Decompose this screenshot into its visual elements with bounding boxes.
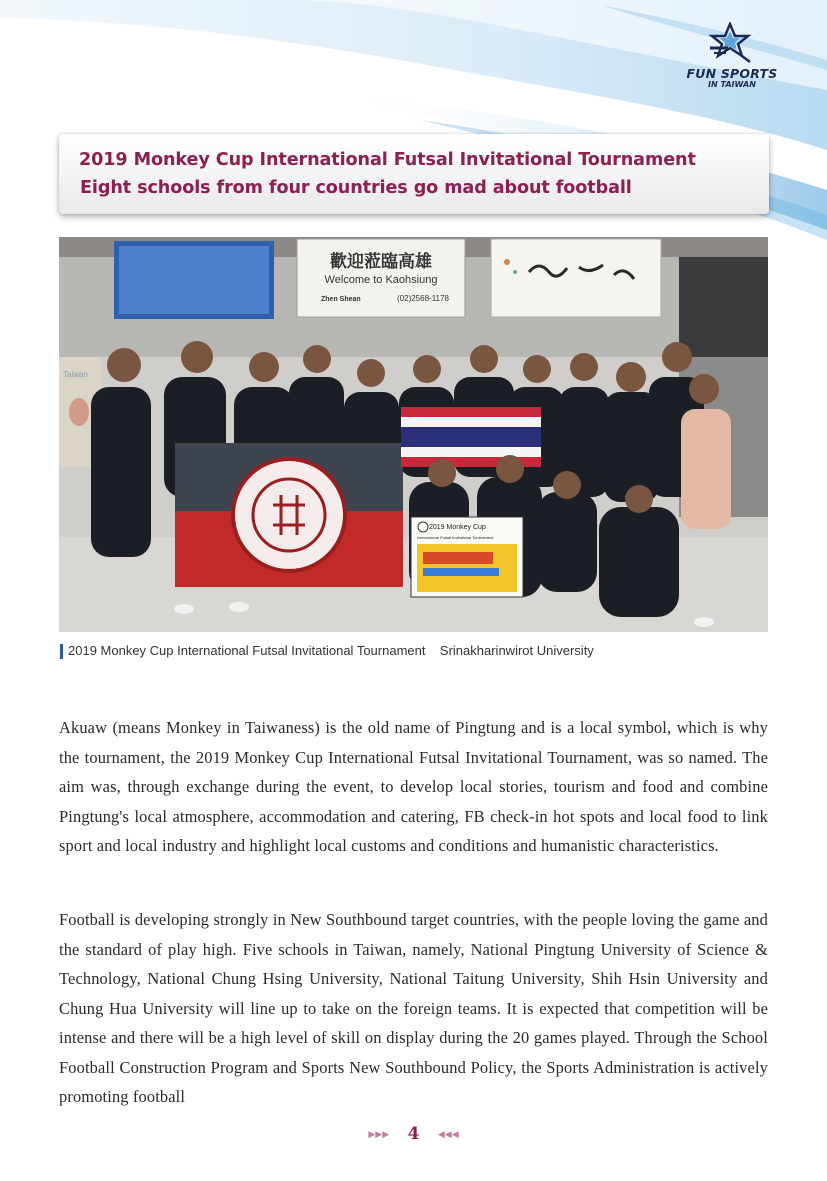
body-paragraph-1: Akuaw (means Monkey in Taiwaness) is the old name of Pingtung and is a local symbol, which is why the tournament, the 2019 Monkey Cup International Futsal Invitational Tournament, was so named. The aim was, through exchange during the event, to develop local stories, tourism and food and combine Pingtung's local atmosphere, accommodation and catering, FB check-in hot spots and local food to link sport and local industry and highlight local customs and conditions and humanistic characteristics.	[59, 718, 768, 855]
article-title-line1: 2019 Monkey Cup International Futsal Invitational Tournament	[79, 150, 696, 170]
page-number: 4	[407, 1124, 420, 1144]
caption-marker	[60, 644, 63, 659]
right-arrows-icon: ▶▶▶	[368, 1128, 390, 1139]
article-title-box	[59, 134, 769, 214]
logo-title: FUN SPORTS	[686, 66, 778, 81]
placard-subtitle: International Futsal Invitational Tournament	[417, 535, 494, 540]
photo-caption: 2019 Monkey Cup International Futsal Invitational Tournament Srinakharinwirot University	[68, 643, 594, 658]
sign-english: Welcome to Kaohsiung	[324, 274, 438, 286]
logo-subtitle: IN TAIWAN	[708, 80, 756, 89]
body-paragraph-2: Football is developing strongly in New Southbound target countries, with the people loving the game and the standard of play high. Five schools in Taiwan, namely, National Pingtung University of Science & Technology, National Chung Hsing University, National Taitung University, Shih Hsin University and Chung Hua University will line up to take on the foreign teams. It is expected that competition will be intense and there will be a high level of skill on display during the 20 games played. Through the School Football Construction Program and Sports New Southbound Policy, the Sports Administration is actively promoting football	[59, 910, 768, 1106]
fun-sports-logo	[684, 22, 780, 94]
sign-phone: (02)2568-1178	[397, 294, 449, 303]
star-runner-icon	[684, 22, 780, 66]
placard-title: 2019 Monkey Cup	[429, 524, 486, 531]
left-arrows-icon: ◀◀◀	[437, 1128, 459, 1139]
sign-chinese: 歡迎蒞臨高雄	[330, 252, 432, 272]
page-number-footer	[0, 1124, 827, 1146]
team-photo	[59, 237, 768, 632]
sign-company: Zhen Shean	[321, 296, 361, 303]
article-title-line2: Eight schools from four countries go mad about football	[80, 178, 632, 198]
